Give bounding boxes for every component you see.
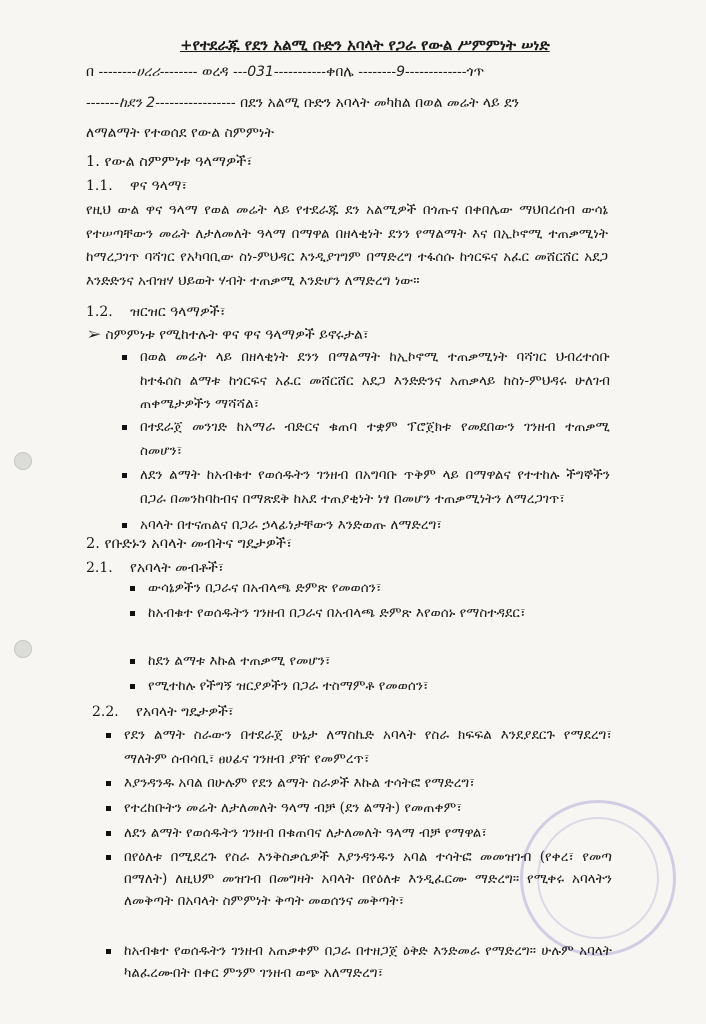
section-2-1-title: የአባላት መብቶች፣ xyxy=(130,560,224,576)
section-2-2-number: 2.2. xyxy=(92,704,119,720)
section-1-2-heading xyxy=(86,304,225,320)
group-line: -------ከደን 2----------------- በደን አልሚ ቡድን አባላት መካከል በወል መሬት ላይ ደን xyxy=(86,95,520,111)
duty-item: የተረከቡትን መሬት ለታለመለት ዓላማ ብቻ (ደን ልማት) የመጠቀም፣ xyxy=(124,797,612,821)
section-1-2-number: 1.2. xyxy=(86,304,113,320)
arrow-bullet-icon: ➢ xyxy=(88,327,106,343)
group-value: ከደን 2 xyxy=(119,95,156,111)
group-line-text: በደን አልሚ ቡድን አባላት መካከል በወል መሬት ላይ ደን xyxy=(240,95,520,111)
kebele-label: ቀበሌ xyxy=(325,64,354,80)
right-item: ከአብቁተ የወሰዱትን ገንዘብ በጋራና በአብላጫ ድምጽ እየወሰኑ የማስተዳደር፣ xyxy=(148,602,618,626)
specific-objectives-intro xyxy=(88,327,369,343)
section-1-2-title: ዝርዝር ዓላማዎች፣ xyxy=(130,304,226,320)
section-2-title: 2. የቡድኑን አባላት መብትና ግዴታዎች፣ xyxy=(86,536,293,552)
agreement-subtitle: ለማልማት የተወሰደ የውል ስምምነት xyxy=(86,125,274,141)
section-2-1-number: 2.1. xyxy=(86,560,113,576)
right-item: ውሳኔዎችን በጋራና በአብላጫ ድምጽ የመወሰን፣ xyxy=(148,577,618,601)
section-1-title: 1. የውል ስምምነቱ ዓላማዎች፣ xyxy=(86,154,253,170)
region-value: ሀረሪ xyxy=(136,64,160,80)
section-2-2-title: የአባላት ግዴታዎች፣ xyxy=(136,704,234,720)
duty-item: እያንዳንዱ አባል በሁሉም የደን ልማት ስራዎች እኩል ተሳትፎ የማድረግ፣ xyxy=(124,772,612,796)
kebele-value: 9 xyxy=(396,64,405,80)
duty-item: በየዕለቱ በሚደረጉ የስራ እንቅስቃሴዎች እያንዳንዱን አባል ተሳትፎ መመዝገብ (የቀረ፣ የመጣ በማለት) ለዚህም መዝገብ በመግዛት አባላት በየዕለቱ እንዲፈርሙ ማድረግ። የሚቀሩ አባላትን ለመቅጣት በአባላት ስምምነት ቅጣት መወሰንና መቅጣት፣ xyxy=(124,846,612,912)
section-2-1-heading xyxy=(86,560,224,576)
objective-item: ለደን ልማት ከአብቁተ የወሰዱትን ገንዘብ በአግባቡ ጥቅም ላይ በማዋልና የተተከሉ ችግኞችን በጋራ በመንከባከብና በማጽደቅ ከአደ ተጠያቂነት ነፃ በመሆን ተጠቃሚነትን ለማረጋገጥ፣ xyxy=(140,464,610,511)
location-line: በ --------ሀረሪ-------- ወረዳ ---031-----------ቀበሌ --------9-------------ጎጥ xyxy=(86,64,485,80)
main-objective-paragraph: የዚህ ውል ዋና ዓላማ የወል መሬት ላይ የተደራጁ ደን አልሚዎች በጎጡና በቀበሌው ማህበረሰብ ውሳኔ የተሠጣቸውን መሬት ለታለመለት ዓላማ በማዋል በዘላቂነት ደንን የማልማት እና በኢኮኖሚ ተጠቃሚነት ከማረጋገጥ ባሻገር የአካባቢው ስነ-ምህዳር እንዲያገግም በማድረግ ተፋሰሱ ከጎርፍና አፈር መሸርሸር አደጋ እንድድንና አብዝሃ ህይወት ሃብት ተጠቃሚ እንድሆን ለማድረግ ነው። xyxy=(86,202,608,289)
section-1-1-number: 1.1. xyxy=(86,178,113,194)
section-2-2-heading xyxy=(92,704,234,720)
got-label: ጎጥ xyxy=(466,64,485,80)
section-1-1-title: ዋና ዓላማ፣ xyxy=(130,178,188,194)
right-item: የሚተከሉ የችግኝ ዝርያዎችን በጋራ ተስማምቶ የመወሰን፣ xyxy=(148,675,618,699)
duty-item: ከአብቁተ የወሰዱትን ገንዘብ አጠቃቀም በጋራ በተዘጋጀ ዕቅድ እንድመራ የማድረግ። ሁሉም አባላት ካልፈረሙበት በቀር ምንም ገንዘብ ወጭ አለማድረግ፣ xyxy=(124,940,612,984)
punch-hole xyxy=(14,640,32,658)
objective-item: በወል መሬት ላይ በዘላቂነት ደንን በማልማት ከኢኮኖሚ ተጠቃሚነት ባሻገር ህብረተሰቡ ከተፋሰስ ልማቱ ከጎርፍና አፈር መሸርሸር አደጋ እንድድንና አጠቃላይ ከስነ-ምህዳሩ ሁለገብ ጠቀሜታዎችን ማሻሻል፣ xyxy=(140,346,610,417)
section-1-1-heading xyxy=(86,178,187,194)
duty-item: ለደን ልማት የወሰዱትን ገንዘብ በቁጠባና ለታለመለት ዓላማ ብቻ የማዋል፣ xyxy=(124,822,612,846)
wereda-value: 031 xyxy=(247,64,274,80)
objective-item: አባላት በተናጠልና በጋራ ኃላፊነታቸውን እንድወጡ ለማድረግ፣ xyxy=(140,514,610,538)
right-item: ከደን ልማቱ እኩል ተጠቃሚ የመሆን፣ xyxy=(148,650,618,674)
punch-hole xyxy=(14,452,32,470)
region-label: በ xyxy=(86,64,95,80)
document-title: +የተደራጁ የደን አልሚ ቡድን አባላት የጋራ የውል ሥምምነት ሠነድ xyxy=(180,36,550,54)
duty-item: የደን ልማት ስራውን በተደራጀ ሁኔታ ለማስኬድ አባላት የስራ ክፍፍል እንደያደርጉ የማደረግ፣ ማለትም ሰብሳቢ፣ ፀሀፊና ገንዘብ ያዥ የመምረጥ፣ xyxy=(124,724,612,771)
objective-item: በተደራጀ መንገድ ከአማራ ብድርና ቁጠባ ተቋም ፕሮጀክቱ የመደበውን ገንዘብ ተጠቃሚ ስመሆን፣ xyxy=(140,416,610,463)
intro-text: ስምምነቱ የሚከተሉት ዋና ዋና ዓላማዎች ይኖሩታል፣ xyxy=(105,327,369,343)
wereda-label: ወረዳ xyxy=(201,64,229,80)
